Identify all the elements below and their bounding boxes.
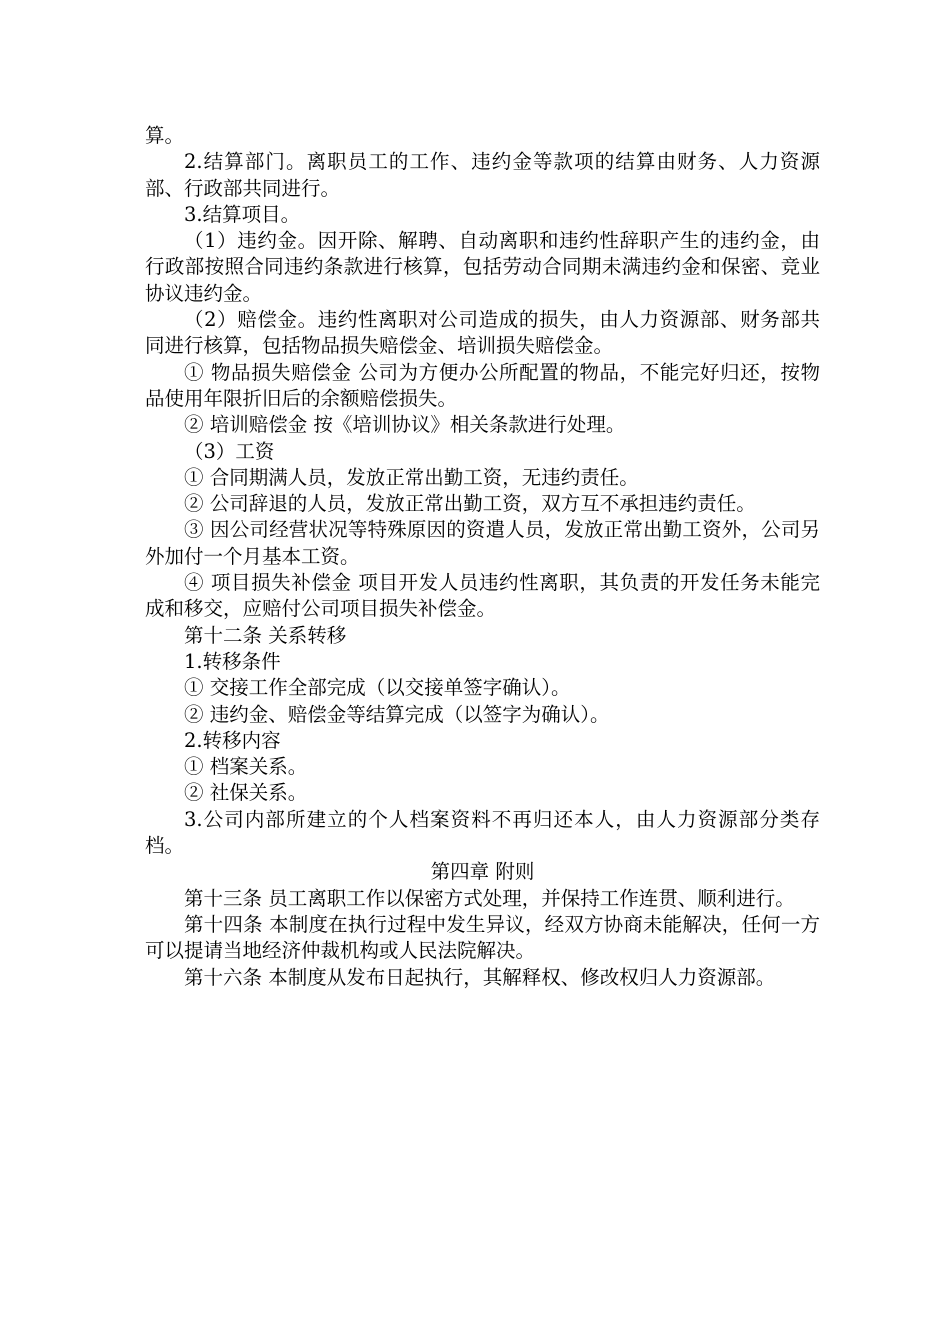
paragraph-wages-item-1: ① 合同期满人员，发放正常出勤工资，无违约责任。: [184, 465, 639, 489]
paragraph-compensation: （2）赔偿金。违约性离职对公司造成的损失，由人力资源部、财务部共同进行核算，包括物品损失赔偿金、培训损失赔偿金。: [145, 308, 820, 358]
paragraph-settlement-department: 2.结算部门。离职员工的工作、违约金等款项的结算由财务、人力资源部、行政部共同进行。: [145, 150, 820, 200]
paragraph-item-loss-compensation: ① 物品损失赔偿金 公司为方便办公所配置的物品，不能完好归还，按物品使用年限折旧后的余额赔偿损失。: [145, 360, 820, 410]
paragraph-transfer-content: 2.转移内容: [184, 728, 281, 752]
paragraph-continuation: 算。: [145, 124, 185, 147]
paragraph-wages-heading: （3）工资: [184, 439, 275, 463]
article-14: 第十四条 本制度在执行过程中发生异议，经双方协商未能解决，任何一方可以提请当地经济仲裁机构或人民法院解决。: [145, 912, 820, 963]
paragraph-archive-records: 3.公司内部所建立的个人档案资料不再归还本人，由人力资源部分类存档。: [145, 807, 820, 858]
paragraph-transfer-condition-2: ② 违约金、赔偿金等结算完成（以签字为确认）。: [184, 702, 610, 726]
paragraph-settlement-items: 3.结算项目。: [184, 202, 301, 226]
document-page: [145, 123, 820, 991]
paragraph-transfer-condition-1: ① 交接工作全部完成（以交接单签字确认）。: [184, 676, 571, 700]
paragraph-transfer-conditions: 1.转移条件: [184, 649, 281, 673]
article-12-heading: 第十二条 关系转移: [184, 623, 347, 647]
paragraph-transfer-content-2: ② 社保关系。: [184, 781, 308, 805]
paragraph-wages-item-3: ③ 因公司经营状况等特殊原因的资遣人员，发放正常出勤工资外，公司另外加付一个月基本工资。: [145, 518, 820, 568]
article-16: 第十六条 本制度从发布日起执行，其解释权、修改权归人力资源部。: [184, 965, 776, 989]
paragraph-wages-item-4: ④ 项目损失补偿金 项目开发人员违约性离职，其负责的开发任务未能完成和移交，应赔付公司项目损失补偿金。: [145, 571, 820, 621]
paragraph-liquidated-damages: （1）违约金。因开除、解聘、自动离职和违约性辞职产生的违约金，由行政部按照合同违约条款进行核算，包括劳动合同期未满违约金和保密、竞业协议违约金。: [145, 229, 820, 305]
article-13: 第十三条 员工离职工作以保密方式处理，并保持工作连贯、顺利进行。: [184, 886, 795, 910]
paragraph-transfer-content-1: ① 档案关系。: [184, 755, 308, 779]
paragraph-training-compensation: ② 培训赔偿金 按《培训协议》相关条款进行处理。: [184, 413, 626, 437]
chapter-4-heading: 第四章 附则: [430, 860, 535, 884]
paragraph-wages-item-2: ② 公司辞退的人员，发放正常出勤工资，双方互不承担违约责任。: [184, 492, 756, 516]
